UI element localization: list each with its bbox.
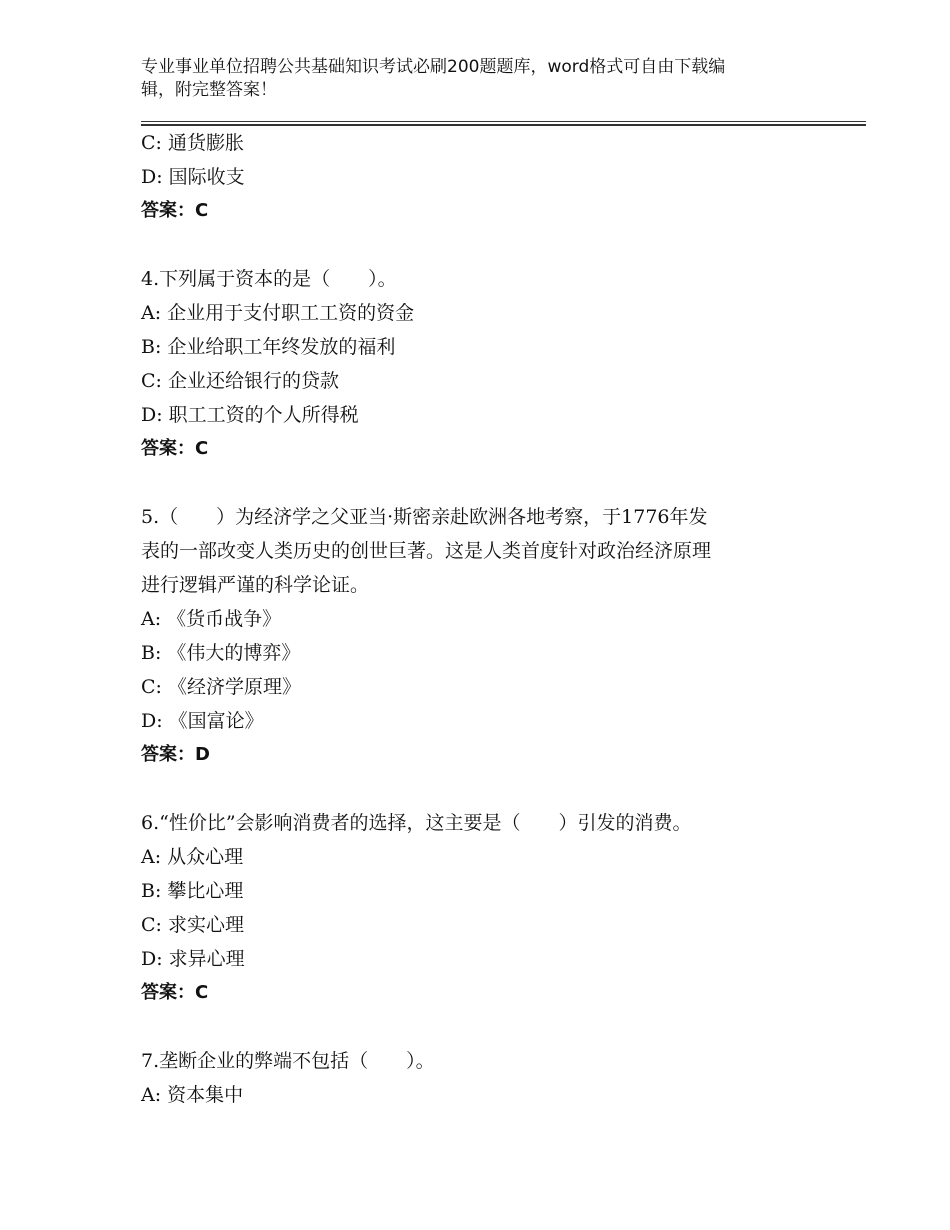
option-b: B: 攀比心理 xyxy=(141,880,244,902)
question-stem: 5.（ ）为经济学之父亚当·斯密亲赴欧洲各地考察，于1776年发 xyxy=(141,506,708,528)
option-d: D: 求异心理 xyxy=(141,948,245,970)
option-a: A: 从众心理 xyxy=(141,846,244,868)
spacer xyxy=(141,228,841,262)
answer: 答案：D xyxy=(141,744,210,765)
answer: 答案：C xyxy=(141,982,209,1003)
question-stem: 6.“性价比”会影响消费者的选择，这主要是（ ）引发的消费。 xyxy=(141,812,692,834)
option-c: C: 《经济学原理》 xyxy=(141,676,301,698)
header-divider-thin xyxy=(141,121,866,122)
spacer xyxy=(141,466,841,500)
option-a: A: 资本集中 xyxy=(141,1084,244,1106)
option-c: C: 通货膨胀 xyxy=(141,132,244,154)
header-line-1: 专业事业单位招聘公共基础知识考试必刷200题题库，word格式可自由下载编 xyxy=(141,57,726,77)
option-b: B: 企业给职工年终发放的福利 xyxy=(141,336,396,358)
option-d: D: 国际收支 xyxy=(141,166,245,188)
option-c: C: 企业还给银行的贷款 xyxy=(141,370,339,392)
answer: 答案：C xyxy=(141,200,209,221)
spacer xyxy=(141,1010,841,1044)
option-d: D: 《国富论》 xyxy=(141,710,264,732)
page-header xyxy=(141,56,801,102)
question-content xyxy=(141,126,841,1112)
answer: 答案：C xyxy=(141,438,209,459)
question-stem: 4.下列属于资本的是（ ）。 xyxy=(141,268,397,290)
option-b: B: 《伟大的博弈》 xyxy=(141,642,301,664)
question-stem: 7.垄断企业的弊端不包括（ ）。 xyxy=(141,1050,435,1072)
option-c: C: 求实心理 xyxy=(141,914,244,936)
option-a: A: 企业用于支付职工工资的资金 xyxy=(141,302,415,324)
header-line-2: 辑，附完整答案！ xyxy=(141,80,277,100)
option-a: A: 《货币战争》 xyxy=(141,608,282,630)
option-d: D: 职工工资的个人所得税 xyxy=(141,404,359,426)
question-stem: 表的一部改变人类历史的创世巨著。这是人类首度针对政治经济原理 xyxy=(141,540,712,562)
spacer xyxy=(141,772,841,806)
question-stem: 进行逻辑严谨的科学论证。 xyxy=(141,574,370,596)
